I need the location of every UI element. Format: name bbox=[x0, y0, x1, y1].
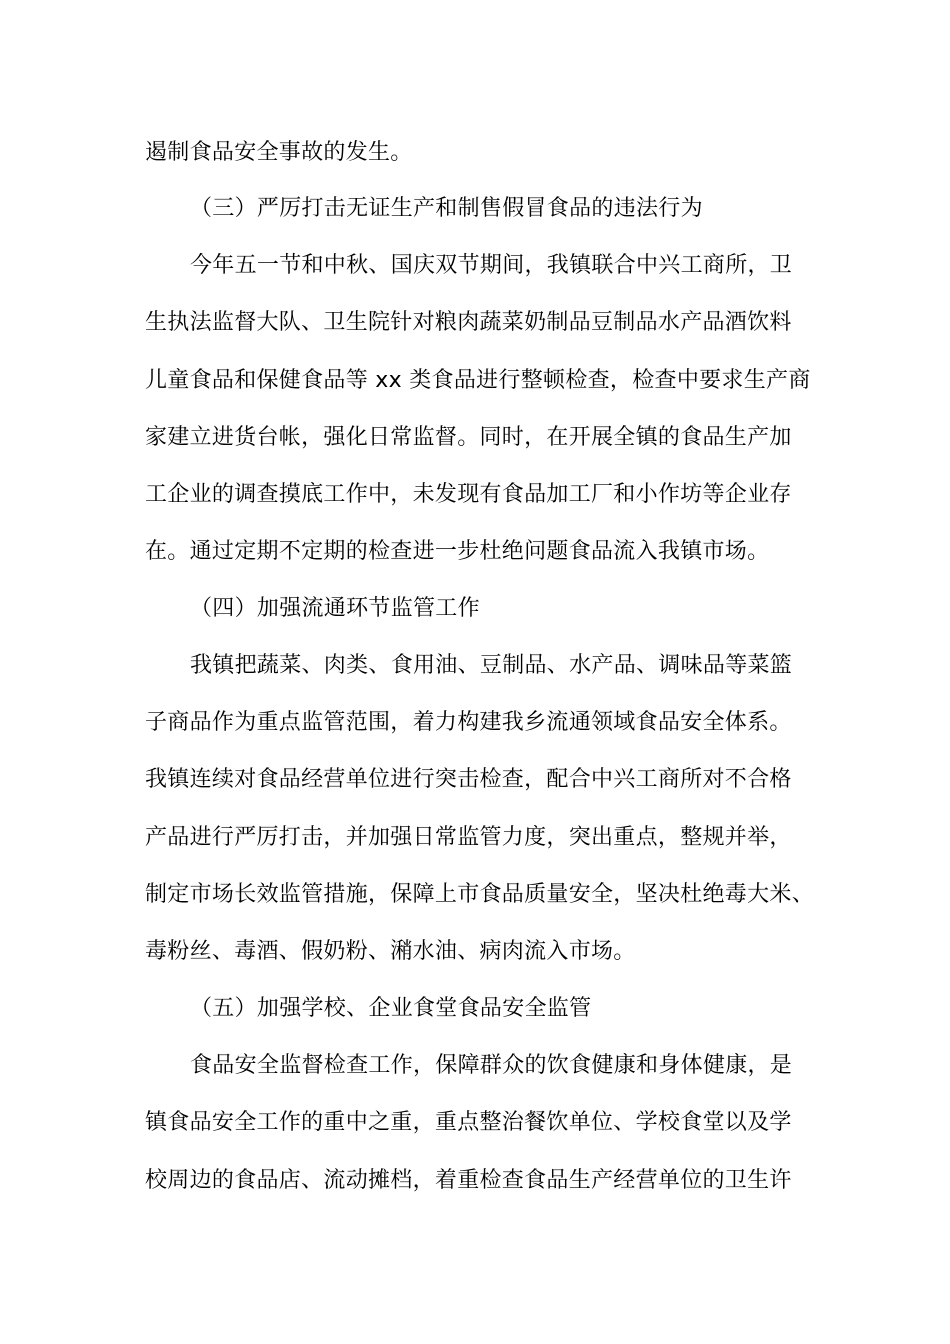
text-line: 产品进行严厉打击，并加强日常监管力度，突出重点，整规并举， bbox=[145, 825, 792, 850]
text-line: 我镇连续对食品经营单位进行突击检查，配合中兴工商所对不合格 bbox=[145, 767, 792, 792]
text-line: 家建立进货台帐，强化日常监督。同时，在开展全镇的食品生产加 bbox=[145, 425, 792, 450]
text-line: 在。通过定期不定期的检查进一步杜绝问题食品流入我镇市场。 bbox=[145, 539, 770, 564]
section-heading: （三）严厉打击无证生产和制售假冒食品的违法行为 bbox=[190, 196, 703, 221]
text-line: 工企业的调查摸底工作中，未发现有食品加工厂和小作坊等企业存 bbox=[145, 482, 792, 507]
text-line: 毒粉丝、毒酒、假奶粉、潲水油、病肉流入市场。 bbox=[145, 939, 636, 964]
text-line: 食品安全监督检查工作，保障群众的饮食健康和身体健康，是 bbox=[190, 1053, 793, 1078]
text-line: 校周边的食品店、流动摊档，着重检查食品生产经营单位的卫生许 bbox=[145, 1168, 792, 1193]
section-heading: （五）加强学校、企业食堂食品安全监管 bbox=[190, 996, 592, 1021]
text-line: 今年五一节和中秋、国庆双节期间，我镇联合中兴工商所，卫 bbox=[190, 253, 793, 278]
text-line: 生执法监督大队、卫生院针对粮肉蔬菜奶制品豆制品水产品酒饮料 bbox=[145, 310, 792, 335]
section-heading: （四）加强流通环节监管工作 bbox=[190, 596, 480, 621]
text-line: 我镇把蔬菜、肉类、食用油、豆制品、水产品、调味品等菜篮 bbox=[190, 653, 793, 678]
text-line: 镇食品安全工作的重中之重，重点整治餐饮单位、学校食堂以及学 bbox=[145, 1110, 792, 1135]
text-line: 儿童食品和保健食品等 xx 类食品进行整顿检查，检查中要求生产商 bbox=[145, 368, 811, 393]
text-line: 子商品作为重点监管范围，着力构建我乡流通领域食品安全体系。 bbox=[145, 710, 792, 735]
text-line: 遏制食品安全事故的发生。 bbox=[145, 140, 413, 165]
text-line: 制定市场长效监管措施，保障上市食品质量安全，坚决杜绝毒大米、 bbox=[145, 882, 815, 907]
